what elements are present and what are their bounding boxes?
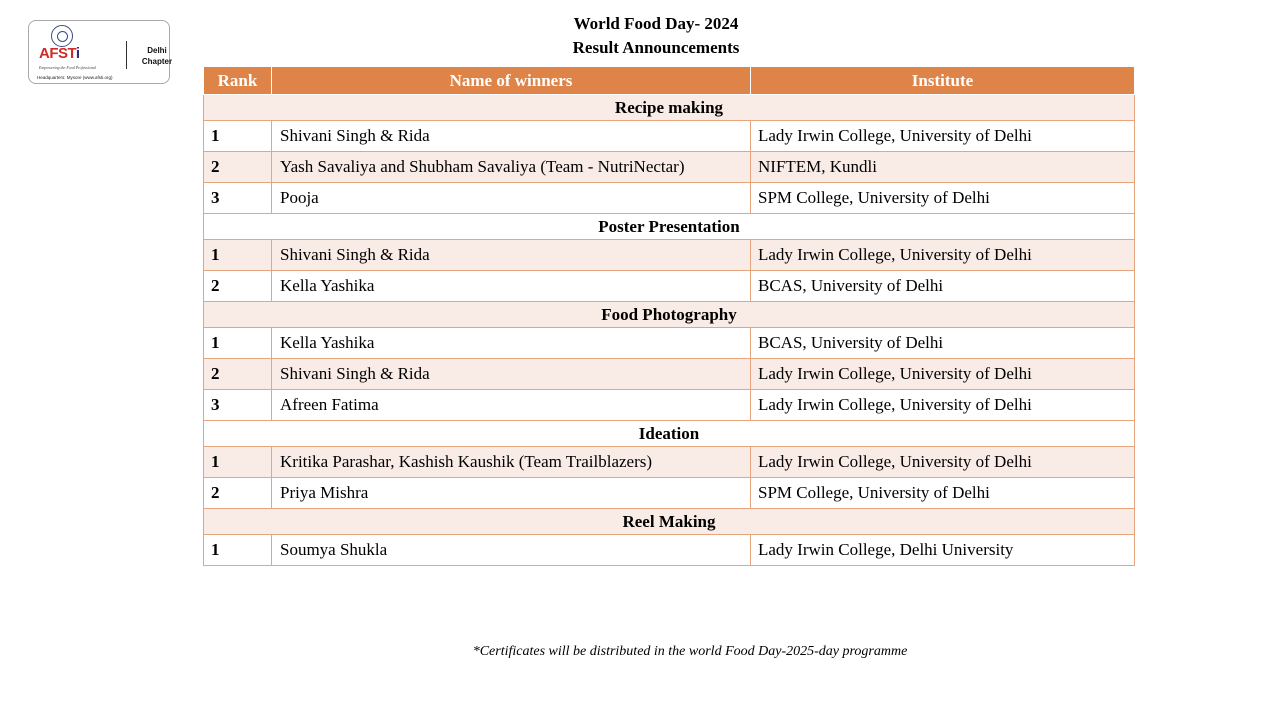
institute-cell: Lady Irwin College, Delhi University — [751, 535, 1135, 566]
column-header-institute: Institute — [751, 67, 1135, 95]
results-table — [203, 66, 1135, 566]
rank-cell: 2 — [204, 478, 272, 509]
institute-cell: SPM College, University of Delhi — [751, 183, 1135, 214]
winner-name-cell: Shivani Singh & Rida — [272, 359, 751, 390]
category-row — [204, 95, 1135, 121]
rank-cell: 2 — [204, 359, 272, 390]
winner-name-cell: Pooja — [272, 183, 751, 214]
table-row — [204, 447, 1135, 478]
table-row — [204, 271, 1135, 302]
table-row — [204, 240, 1135, 271]
table-row — [204, 535, 1135, 566]
rank-cell: 1 — [204, 535, 272, 566]
seal-icon — [51, 25, 73, 47]
table-row — [204, 183, 1135, 214]
results-body — [204, 95, 1135, 566]
institute-cell: Lady Irwin College, University of Delhi — [751, 447, 1135, 478]
institute-cell: SPM College, University of Delhi — [751, 478, 1135, 509]
winner-name-cell: Yash Savaliya and Shubham Savaliya (Team - NutriNectar) — [272, 152, 751, 183]
institute-cell: BCAS, University of Delhi — [751, 328, 1135, 359]
rank-cell: 1 — [204, 240, 272, 271]
table-header-row — [204, 67, 1135, 95]
logo-tagline: Empowering the Food Professional — [39, 65, 96, 70]
column-header-name: Name of winners — [272, 67, 751, 95]
footnote: *Certificates will be distributed in the world Food Day-2025-day programme — [472, 644, 908, 659]
institute-cell: NIFTEM, Kundli — [751, 152, 1135, 183]
winner-name-cell: Priya Mishra — [272, 478, 751, 509]
institute-cell: Lady Irwin College, University of Delhi — [751, 121, 1135, 152]
table-row — [204, 121, 1135, 152]
page-subtitle: Result Announcements — [572, 38, 740, 57]
logo-divider — [126, 41, 127, 69]
winner-name-cell: Kella Yashika — [272, 328, 751, 359]
rank-cell: 1 — [204, 447, 272, 478]
page-title: World Food Day- 2024 — [573, 14, 739, 33]
table-row — [204, 390, 1135, 421]
column-header-rank: Rank — [204, 67, 272, 95]
institute-cell: Lady Irwin College, University of Delhi — [751, 390, 1135, 421]
table-row — [204, 152, 1135, 183]
afsti-logo — [28, 20, 173, 84]
category-row — [204, 509, 1135, 535]
logo-brand: AFSTi — [39, 45, 80, 62]
category-name: Ideation — [204, 421, 1135, 447]
category-name: Food Photography — [204, 302, 1135, 328]
category-name: Recipe making — [204, 95, 1135, 121]
rank-cell: 3 — [204, 183, 272, 214]
winner-name-cell: Soumya Shukla — [272, 535, 751, 566]
category-row — [204, 421, 1135, 447]
rank-cell: 1 — [204, 121, 272, 152]
winner-name-cell: Kritika Parashar, Kashish Kaushik (Team Trailblazers) — [272, 447, 751, 478]
rank-cell: 2 — [204, 152, 272, 183]
institute-cell: BCAS, University of Delhi — [751, 271, 1135, 302]
winner-name-cell: Shivani Singh & Rida — [272, 121, 751, 152]
winner-name-cell: Shivani Singh & Rida — [272, 240, 751, 271]
table-row — [204, 478, 1135, 509]
table-row — [204, 328, 1135, 359]
category-row — [204, 302, 1135, 328]
logo-headquarters: Headquarters: Mysore (www.afsti.org) — [37, 75, 113, 80]
winner-name-cell: Afreen Fatima — [272, 390, 751, 421]
rank-cell: 3 — [204, 390, 272, 421]
table-row — [204, 359, 1135, 390]
rank-cell: 2 — [204, 271, 272, 302]
logo-chapter: Delhi Chapter — [141, 46, 173, 66]
winner-name-cell: Kella Yashika — [272, 271, 751, 302]
rank-cell: 1 — [204, 328, 272, 359]
category-name: Reel Making — [204, 509, 1135, 535]
category-row — [204, 214, 1135, 240]
institute-cell: Lady Irwin College, University of Delhi — [751, 240, 1135, 271]
category-name: Poster Presentation — [204, 214, 1135, 240]
institute-cell: Lady Irwin College, University of Delhi — [751, 359, 1135, 390]
